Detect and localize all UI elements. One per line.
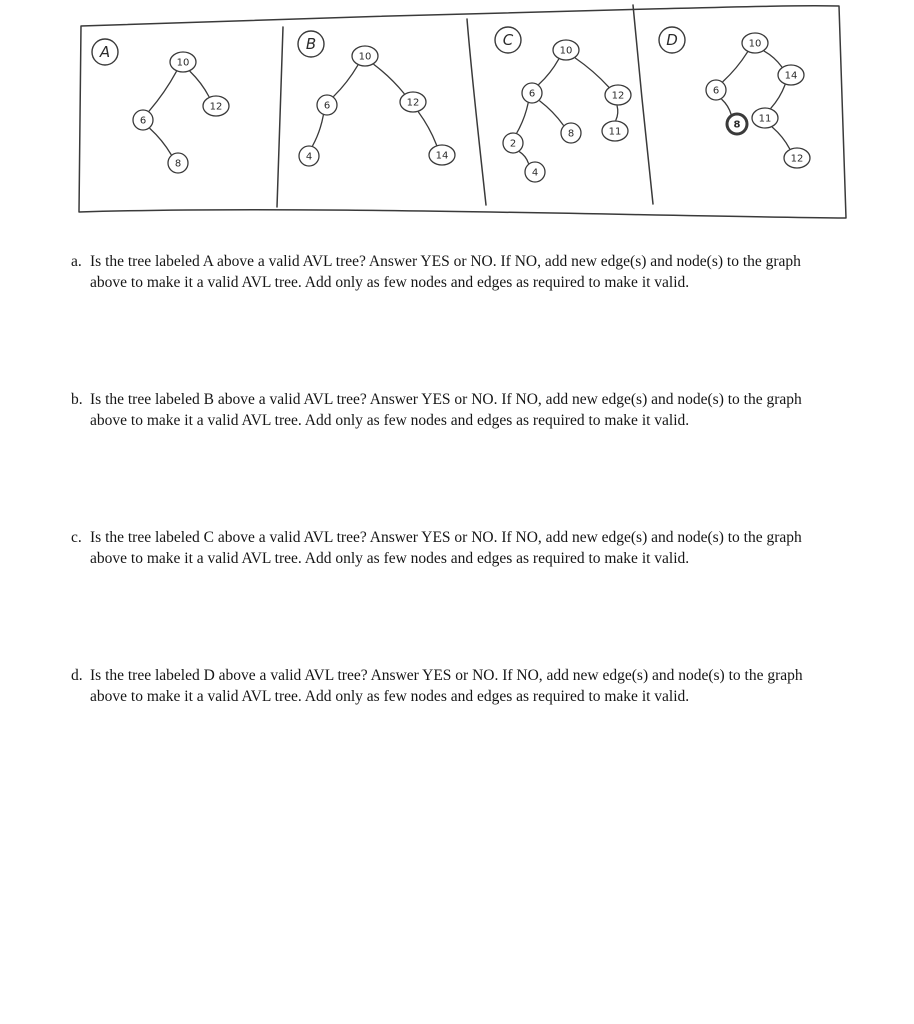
tree-node-value: 8	[567, 128, 575, 140]
tree-node-value: 10	[358, 51, 372, 63]
tree-panel-B	[298, 31, 455, 166]
tree-panel-C	[495, 27, 631, 182]
tree-node-value: 10	[748, 38, 762, 50]
tree-edge	[540, 101, 564, 125]
tree-edge	[334, 65, 358, 96]
tree-node-value: 12	[611, 90, 625, 102]
tree-node-value: 14	[435, 150, 449, 162]
tree-node-value: 6	[528, 88, 536, 100]
tree-edge	[374, 65, 404, 94]
tree-node-value: 8	[174, 158, 182, 170]
panel-label: A	[99, 43, 111, 61]
tree-node-value: 12	[406, 97, 420, 109]
tree-edge	[764, 51, 781, 67]
question-a-text: Is the tree labeled A above a valid AVL tree? Answer YES or NO. If NO, add new edge(s) and node(s) to the graph above to make it a valid AVL tree. Add only as few nodes and edges as required to make it valid.	[90, 253, 801, 291]
panel-label: B	[305, 35, 317, 53]
question-d-marker: d.	[71, 667, 83, 684]
tree-edge	[722, 99, 731, 114]
tree-node-value: 14	[784, 70, 798, 82]
tree-edge	[771, 85, 785, 108]
question-b	[71, 389, 833, 431]
question-c-marker: c.	[71, 529, 82, 546]
tree-node-value: 4	[531, 167, 539, 179]
tree-edge	[517, 103, 528, 132]
panel-divider-1	[277, 27, 283, 207]
tree-node-value: 4	[305, 151, 313, 163]
tree-node-value: 11	[608, 126, 622, 138]
panel-label: C	[502, 31, 514, 49]
tree-node-value: 6	[139, 115, 147, 127]
tree-edge	[150, 129, 171, 155]
tree-node-value: 11	[758, 113, 772, 125]
questions-list	[71, 251, 833, 803]
tree-edge	[539, 59, 559, 84]
question-c-text: Is the tree labeled C above a valid AVL tree? Answer YES or NO. If NO, add new edge(s) and node(s) to the graph above to make it a valid AVL tree. Add only as few nodes and edges as required to make it valid.	[90, 529, 802, 567]
tree-node-value: 12	[209, 101, 223, 113]
question-b-marker: b.	[71, 391, 83, 408]
tree-node-value: 10	[559, 45, 573, 57]
tree-edge	[419, 112, 437, 145]
question-d	[71, 665, 833, 707]
question-c	[71, 527, 833, 569]
question-a-marker: a.	[71, 253, 82, 270]
panel-divider-2	[467, 19, 486, 205]
tree-edge	[313, 115, 324, 145]
panel-divider-3	[633, 5, 653, 204]
tree-node-value: 10	[176, 57, 190, 69]
tree-edge	[575, 58, 608, 87]
tree-edge	[723, 52, 747, 81]
tree-edge	[190, 72, 209, 97]
tree-edge	[772, 127, 789, 148]
tree-panel-D	[659, 27, 810, 168]
tree-panel-A	[92, 39, 229, 173]
tree-node-value: 8	[733, 119, 741, 131]
tree-edge	[616, 106, 618, 120]
question-d-text: Is the tree labeled D above a valid AVL tree? Answer YES or NO. If NO, add new edge(s) and node(s) to the graph above to make it a valid AVL tree. Add only as few nodes and edges as required to make it valid.	[90, 667, 803, 705]
panel-label: D	[666, 31, 678, 49]
tree-node-value: 2	[509, 138, 517, 150]
tree-node-value: 6	[323, 100, 331, 112]
trees-root	[92, 27, 810, 182]
question-b-text: Is the tree labeled B above a valid AVL tree? Answer YES or NO. If NO, add new edge(s) and node(s) to the graph above to make it a valid AVL tree. Add only as few nodes and edges as required to make it valid.	[90, 391, 802, 429]
avl-trees-figure	[0, 0, 914, 232]
question-a	[71, 251, 833, 293]
tree-node-value: 6	[712, 85, 720, 97]
tree-edge	[520, 152, 529, 163]
tree-edge	[149, 72, 176, 111]
tree-node-value: 12	[790, 153, 804, 165]
